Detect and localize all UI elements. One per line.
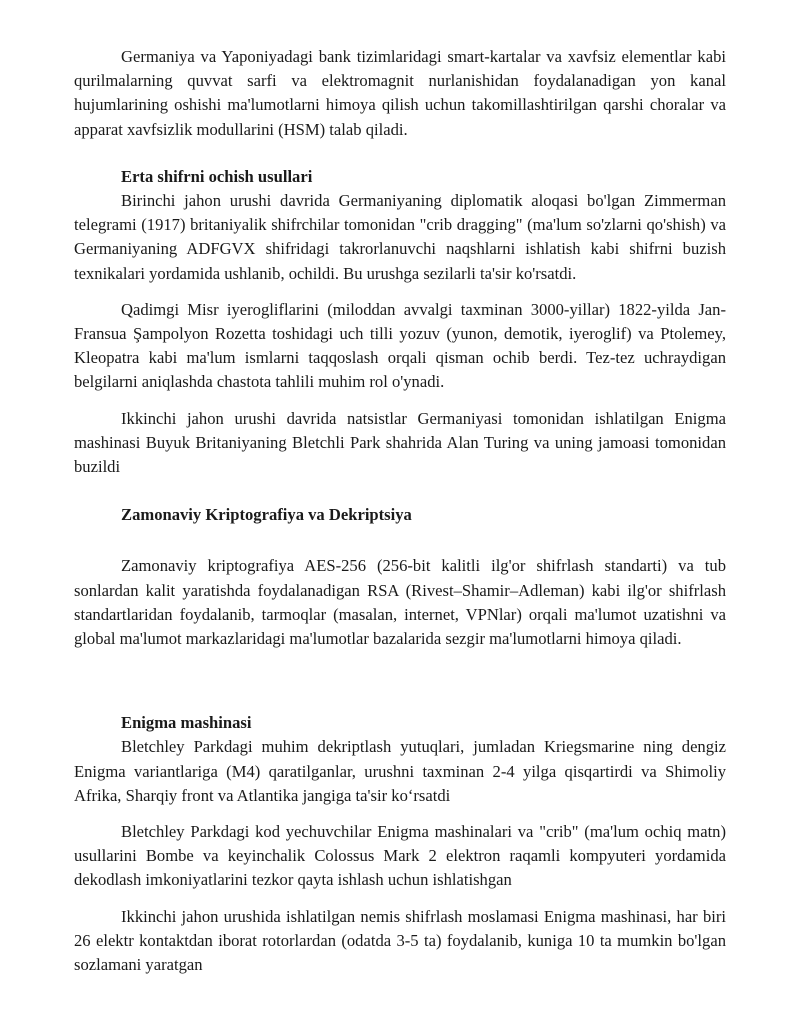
paragraph-codebreakers-bombe: Bletchley Parkdagi kod yechuvchilar Enigma mashinalari va "crib" (ma'lum ochiq matn) usullarini Bombe va keyinchalik Colossus Mark 2 elektron raqamli kompyuteri yordamida dekodlash imkoniyatlarini tezkor qayta ishlash uchun ishlatishgan <box>74 822 726 890</box>
paragraph-enigma-rotors: Ikkinchi jahon urushida ishlatilgan nemis shifrlash moslamasi Enigma mashinasi, har biri 26 elektr kontaktdan iborat rotorlardan (odatda 3-5 ta) foydalanib, kuniga 10 ta mumkin bo'lgan sozlamani yaratgan <box>74 906 726 975</box>
paragraph-egyptian-hieroglyphs: Qadimgi Misr iyerogliflarini (miloddan avvalgi taxminan 3000-yillar) 1822-yilda Jan-Fransua Şampolyon Rozetta toshidagi uch tilli yozuv (yunon, demotik, iyeroglif) va Ptolemey, Kleopatra kabi ma'lum ismlarni taqqoslash orqali qisman ochib berdi. Tez-tez uchraydigan belgilarni aniqlashda chastota tahlili muhim rol o'ynadi. <box>74 299 726 392</box>
paragraph-modern-cryptography: Zamonaviy kriptografiya AES-256 (256-bit kalitli ilg'or shifrlash standarti) va tub sonlardan kalit yaratishda foydalanadigan RSA (Rivest–Shamir–Adleman) kabi ilg'or shifrlash standartlaridan foydalanib, tarmoqlar (masalan, internet, VPNlar) orqali ma'lumot uzatishni va global ma'lumot markazlaridagi ma'lumotlar bazalarida sezgir ma'lumotlarni himoya qiladi. <box>74 556 726 649</box>
paragraph-zimmerman-telegram: Birinchi jahon urushi davrida Germaniyaning diplomatik aloqasi bo'lgan Zimmerman telegrami (1917) britaniyalik shifrchilar tomonidan "crib dragging" (ma'lum so'zlarni qo'shish) va Germaniyaning ADFGVX shifridagi takrorlanuvchi naqshlarni ishlatish kabi shifrni buzish texnikalari yordamida ushlanib, ochildi. Bu urushga sezilarli ta'sir ko'rsatdi. <box>74 191 726 283</box>
document-page <box>74 45 726 977</box>
intro-paragraph: Germaniya va Yaponiyadagi bank tizimlaridagi smart-kartalar va xavfsiz elementlar kabi qurilmalarning quvvat sarfi va elektromagnit nurlanishidan foydalanadigan yon kanal hujumlarining oshishi ma'lumotlarni himoya qilish uchun takomillashtirilgan qarshi choralar va apparat xavfsizlik modullarini (HSM) talab qiladi. <box>74 47 726 139</box>
paragraph-enigma-bletchley: Ikkinchi jahon urushi davrida natsistlar Germaniyasi tomonidan ishlatilgan Enigma mashinasi Buyuk Britaniyaning Bletchli Park shahrida Alan Turing va uning jamoasi tomonidan buzildi <box>74 408 726 477</box>
paragraph-bletchley-breakthroughs: Bletchley Parkdagi muhim dekriptlash yutuqlari, jumladan Kriegsmarine ning dengiz Enigma variantlariga (M4) qaratilganlar, urushni taxminan 2-4 yilga qisqartirdi va Shimoliy Afrika, Sharqiy front va Atlantika jangiga ta'sir koʻrsatdi <box>74 737 726 805</box>
section-heading-early-decryption: Erta shifrni ochish usullari <box>121 166 313 186</box>
section-heading-enigma-machine: Enigma mashinasi <box>121 713 252 733</box>
section-heading-modern-cryptography: Zamonaviy Kriptografiya va Dekriptsiya <box>121 505 412 525</box>
